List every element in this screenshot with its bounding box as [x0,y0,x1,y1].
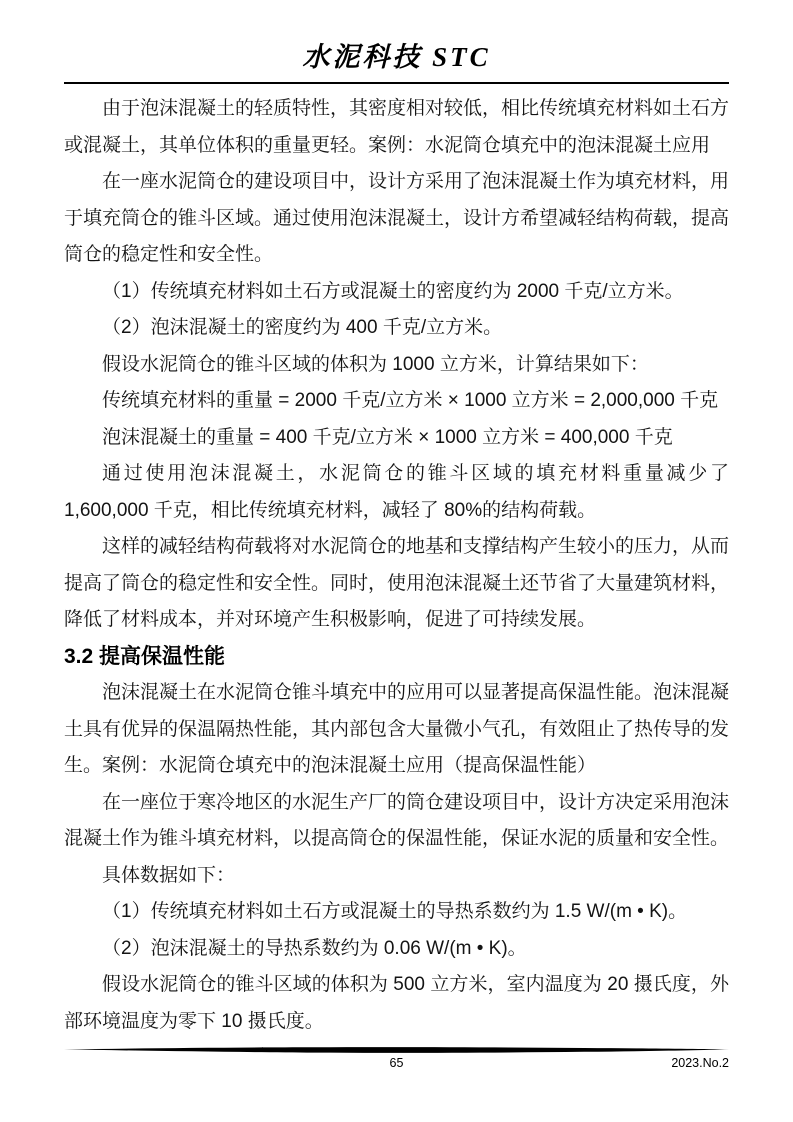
page-number: 65 [389,1056,404,1070]
paragraph: （2）泡沫混凝土的密度约为 400 千克/立方米。 [102,317,503,338]
paragraph: 假设水泥筒仓的锥斗区域的体积为 1000 立方米，计算结果如下： [102,353,649,375]
journal-title: 水泥科技 STC [302,42,491,72]
document-body [0,84,793,1040]
paragraph: （2）泡沫混凝土的导热系数约为 0.06 W/(m • K)。 [102,937,527,959]
page-header [0,0,793,84]
paragraph: （1）传统填充材料如土石方或混凝土的密度约为 2000 千克/立方米。 [102,280,684,302]
paragraph: 传统填充材料的重量 = 2000 千克/立方米 × 1000 立方米 = 2,000,000 千克 [102,390,719,411]
issue-label: 2023.No.2 [671,1056,729,1070]
footer-row [64,1056,729,1074]
paragraph: （1）传统填充材料如土石方或混凝土的导热系数约为 1.5 W/(m • K)。 [102,901,688,922]
paragraph: 通过使用泡沫混凝土，水泥筒仓的锥斗区域的填充材料重量减少了 1,600,000 千克，相比传统填充材料，减轻了 80%的结构荷载。 [64,463,729,521]
paragraph: 在一座水泥筒仓的建设项目中，设计方采用了泡沫混凝土作为填充材料，用于填充筒仓的锥斗区域。通过使用泡沫混凝土，设计方希望减轻结构荷载，提高筒仓的稳定性和安全性。 [64,171,730,265]
paragraph: 具体数据如下： [102,864,236,886]
paragraph: 泡沫混凝土的重量 = 400 千克/立方米 × 1000 立方米 = 400,000 千克 [102,426,673,448]
paragraph: 这样的减轻结构荷载将对水泥筒仓的地基和支撑结构产生较小的压力，从而提高了筒仓的稳定性和安全性。同时，使用泡沫混凝土还节省了大量建筑材料，降低了材料成本，并对环境产生积极影响，促进了可持续发展。 [64,536,730,630]
paragraph: 由于泡沫混凝土的轻质特性，其密度相对较低，相比传统填充材料如土石方或混凝土，其单位体积的重量更轻。案例：水泥筒仓填充中的泡沫混凝土应用 [64,98,730,156]
footer-decorative-rule [64,1046,729,1054]
paragraph: 在一座位于寒冷地区的水泥生产厂的筒仓建设项目中，设计方决定采用泡沫混凝土作为锥斗填充材料，以提高筒仓的保温性能，保证水泥的质量和安全性。 [64,791,730,849]
page-footer [64,1046,729,1074]
section-heading: 3.2 提高保温性能 [64,644,226,668]
paragraph: 泡沫混凝土在水泥筒仓锥斗填充中的应用可以显著提高保温性能。泡沫混凝土具有优异的保温隔热性能，其内部包含大量微小气孔，有效阻止了热传导的发生。案例：水泥筒仓填充中的泡沫混凝土应用（提高保温性能） [64,682,730,776]
paragraph: 假设水泥筒仓的锥斗区域的体积为 500 立方米，室内温度为 20 摄氏度，外部环境温度为零下 10 摄氏度。 [64,974,729,1032]
